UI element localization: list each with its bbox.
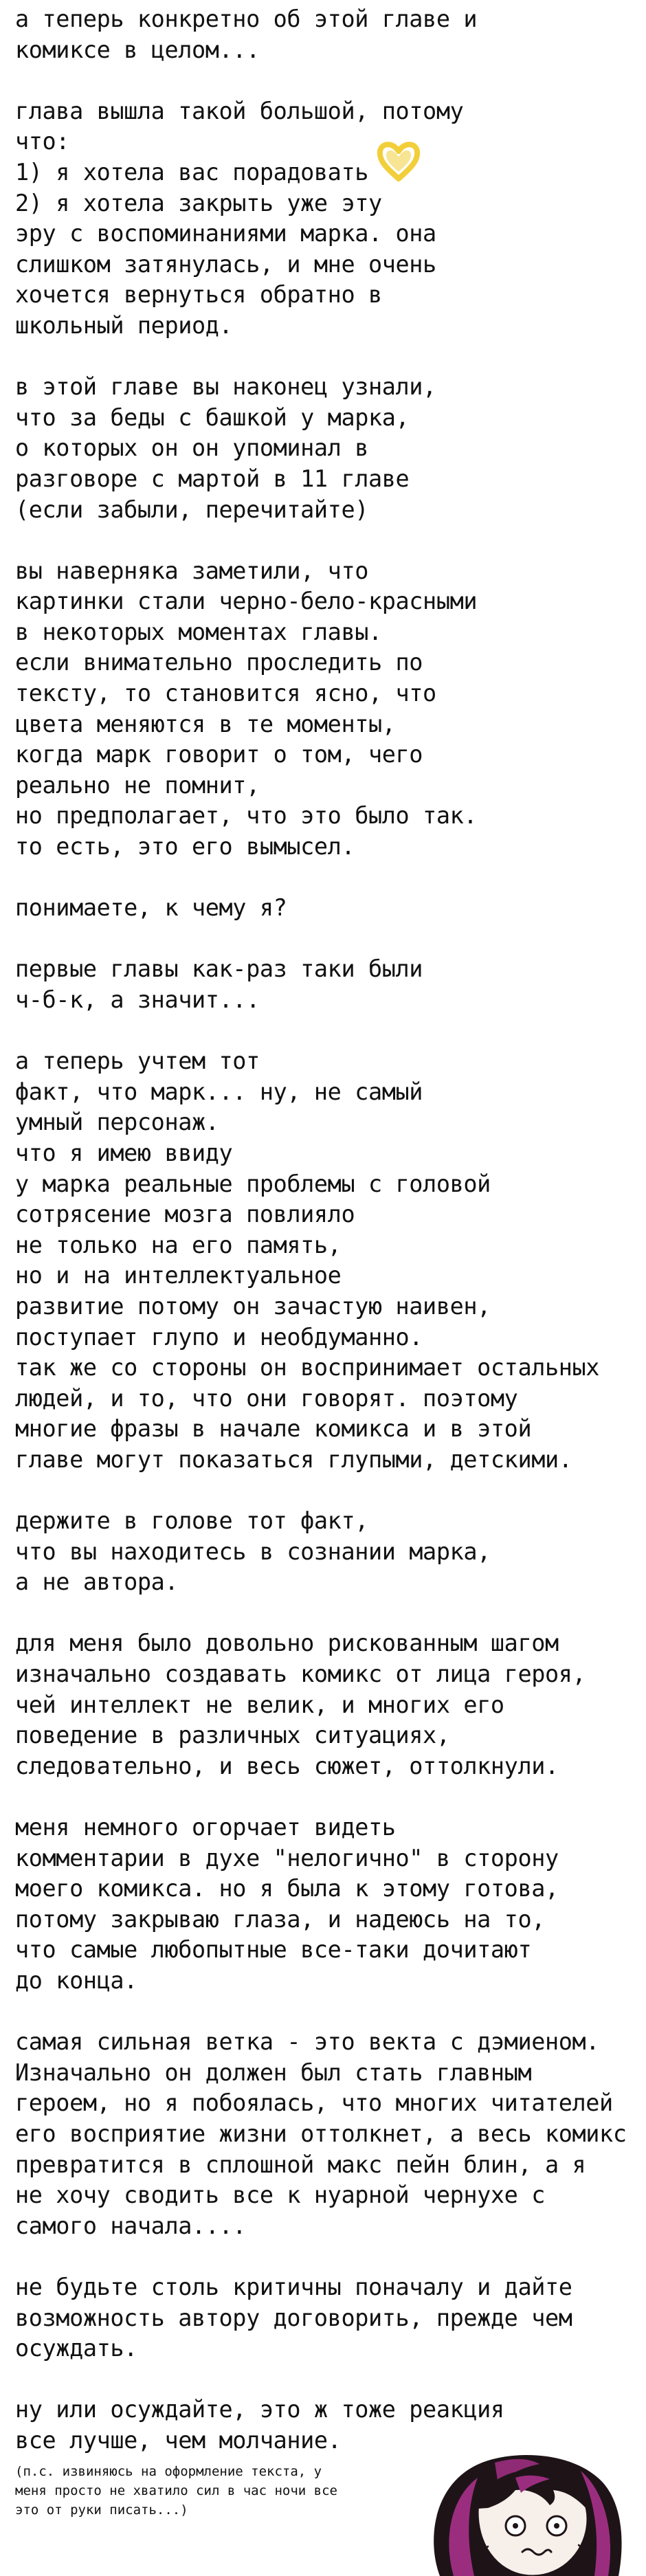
- paragraph-gap: [15, 924, 634, 955]
- text-line: (если забыли, перечитайте): [15, 496, 368, 523]
- text-line: то есть, это его вымысел.: [15, 833, 355, 860]
- text-line: умный персонаж.: [15, 1109, 219, 1136]
- text-line: первые главы как-раз таки были: [15, 955, 423, 983]
- text-line: когда марк говорит о том, чего: [15, 741, 423, 768]
- heart-icon: [375, 136, 423, 184]
- paragraph-gap: [15, 1781, 634, 1812]
- text-line: о которых он он упоминал в: [15, 434, 368, 462]
- paragraph-gap: [15, 342, 634, 373]
- text-line: для меня было довольно рискованным шагом: [15, 1630, 559, 1657]
- text-line: комментарии в духе "нелогично" в сторону: [15, 1844, 559, 1872]
- text-line: у марка реальные проблемы с головой: [15, 1170, 491, 1197]
- text-line: что:: [15, 128, 70, 155]
- paragraph-gap: [15, 65, 634, 96]
- text-line: не хочу сводить все к нуарной чернухе с: [15, 2181, 545, 2209]
- text-line: а теперь конкретно об этой главе и: [15, 5, 478, 32]
- text-line: что самые любопытные все-таки дочитают: [15, 1936, 532, 1964]
- text-line: 2) я хотела закрыть уже эту: [15, 189, 382, 216]
- text-line: что вы находитесь в сознании марка,: [15, 1537, 491, 1565]
- text-line: держите в голове тот факт,: [15, 1507, 368, 1535]
- text-line: картинки стали черно-бело-красными: [15, 588, 478, 615]
- text-line: все лучше, чем молчание.: [15, 2426, 342, 2454]
- text-line: не только на его память,: [15, 1231, 342, 1258]
- text-line: хочется вернуться обратно в: [15, 281, 382, 309]
- paragraph-gap: [15, 525, 634, 556]
- text-line: глава вышла такой большой, потому: [15, 97, 464, 124]
- paragraph-gap: [15, 1598, 634, 1629]
- text-line: в этой главе вы наконец узнали,: [15, 373, 436, 401]
- author-avatar-drawing: [412, 2436, 646, 2576]
- text-line: его восприятие жизни оттолкнет, а весь комикс: [15, 2120, 627, 2147]
- postscript-line: (п.с. извиняюсь на оформление текста, у: [15, 2464, 322, 2479]
- text-line: моего комикса. но я была к этому готова,: [15, 1875, 559, 1902]
- text-line: самого начала....: [15, 2212, 247, 2239]
- text-line: 1) я хотела вас порадовать: [15, 158, 368, 186]
- postscript: [15, 2462, 414, 2520]
- text-line: в некоторых моментах главы.: [15, 618, 382, 645]
- text-line: до конца.: [15, 1967, 137, 1994]
- text-line: героем, но я побоялась, что многих читателей: [15, 2089, 613, 2117]
- text-line: разговоре с мартой в 11 главе: [15, 465, 410, 492]
- text-line: изначально создавать комикс от лица героя,: [15, 1661, 586, 1688]
- text-line: потому закрываю глаза, и надеюсь на то,: [15, 1905, 545, 1933]
- text-line: следовательно, и весь сюжет, оттолкнули.: [15, 1752, 559, 1779]
- text-line: комиксе в целом...: [15, 36, 260, 63]
- text-line: меня немного огорчает видеть: [15, 1814, 396, 1841]
- text-line: понимаете, к чему я?: [15, 894, 287, 922]
- text-line: не будьте столь критичны поначалу и дайте: [15, 2273, 572, 2300]
- text-line: слишком затянулась, и мне очень: [15, 250, 436, 278]
- text-line: чей интеллект не велик, и многих его: [15, 1691, 504, 1718]
- text-line: людей, и то, что они говорят. поэтому: [15, 1384, 518, 1412]
- text-line: а теперь учтем тот: [15, 1047, 260, 1075]
- postscript-line: это от руки писать...): [15, 2502, 188, 2518]
- text-line: осуждать.: [15, 2335, 137, 2362]
- text-line: ну или осуждайте, это ж тоже реакция: [15, 2396, 504, 2423]
- text-line: что я имею ввиду: [15, 1139, 233, 1166]
- text-line: но и на интеллектуальное: [15, 1262, 342, 1289]
- text-line: развитие потому он зачастую наивен,: [15, 1292, 491, 1320]
- text-line: а не автора.: [15, 1568, 179, 1596]
- paragraph-gap: [15, 1016, 634, 1047]
- text-line: превратится в сплошной макс пейн блин, а я: [15, 2151, 586, 2178]
- paragraph-gap: [15, 1997, 634, 2028]
- text-line: цвета меняются в те моменты,: [15, 710, 396, 737]
- text-line: но предполагает, что это было так.: [15, 802, 478, 830]
- text-line: вы наверняка заметили, что: [15, 557, 368, 584]
- text-line: поведение в различных ситуациях,: [15, 1722, 450, 1749]
- text-line: реально не помнит,: [15, 771, 260, 799]
- text-line: главе могут показаться глупыми, детскими.: [15, 1445, 572, 1473]
- text-line: что за беды с башкой у марка,: [15, 403, 410, 431]
- text-line: самая сильная ветка - это векта с дэмиеном.: [15, 2028, 600, 2056]
- text-line: школьный период.: [15, 311, 233, 339]
- paragraph-gap: [15, 1476, 634, 1507]
- text-line: возможность автору договорить, прежде чем: [15, 2304, 572, 2331]
- text-line: сотрясение мозга повлияло: [15, 1201, 355, 1228]
- text-line: так же со стороны он воспринимает остальных: [15, 1354, 600, 1381]
- text-line: эру с воспоминаниями марка. она: [15, 220, 436, 247]
- note-text: [15, 4, 634, 2456]
- text-line: тексту, то становится ясно, что: [15, 680, 436, 707]
- text-line: факт, что марк... ну, не самый: [15, 1078, 423, 1105]
- text-line: многие фразы в начале комикса и в этой: [15, 1415, 532, 1443]
- text-line: ч-б-к, а значит...: [15, 986, 260, 1013]
- text-line: Изначально он должен был стать главным: [15, 2058, 532, 2086]
- paragraph-gap: [15, 2241, 634, 2272]
- paragraph-gap: [15, 863, 634, 893]
- postscript-line: меня просто не хватило сил в час ночи все: [15, 2483, 337, 2498]
- text-line: поступает глупо и необдуманно.: [15, 1323, 423, 1351]
- text-line: если внимательно проследить по: [15, 649, 423, 676]
- paragraph-gap: [15, 2364, 634, 2395]
